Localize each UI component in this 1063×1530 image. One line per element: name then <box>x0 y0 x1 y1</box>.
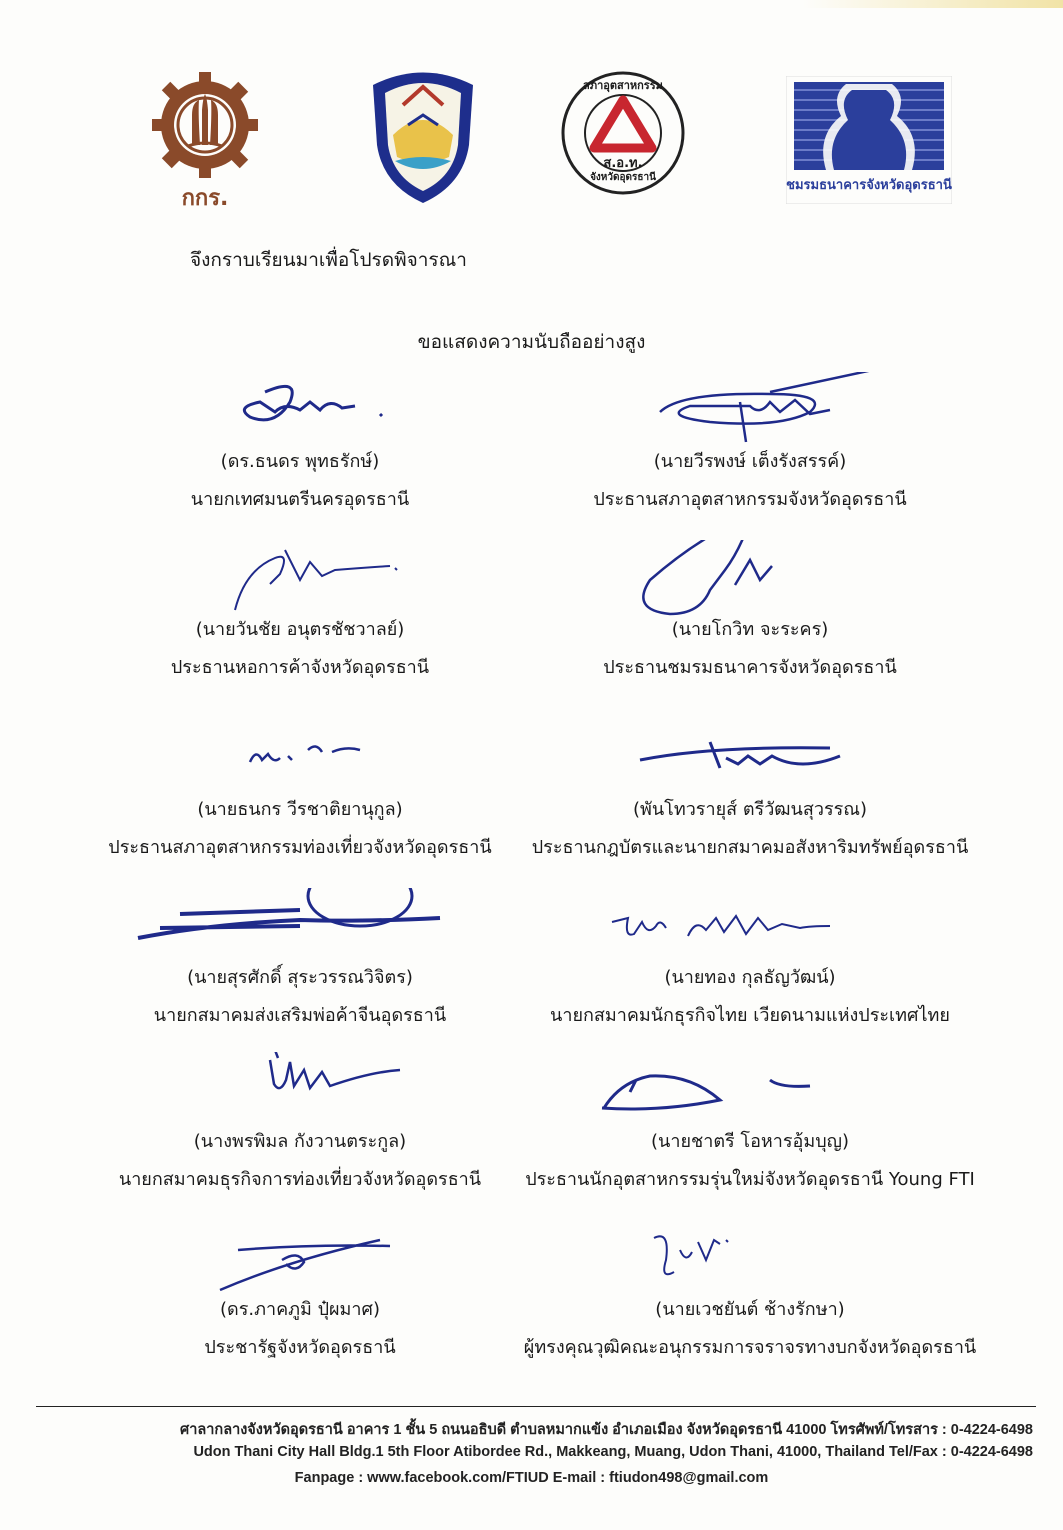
signatory-block <box>60 372 540 512</box>
footer-contact: Fanpage : www.facebook.com/FTIUD E-mail : ftiudon498@gmail.com <box>294 1470 769 1486</box>
fti-logo-label: กกร. <box>181 186 229 211</box>
signatory-block <box>60 540 540 680</box>
handwritten-signature <box>60 540 540 616</box>
signatory-block <box>60 888 540 1028</box>
signatory-name: (นางพรพิมล กังวานตระกูล) <box>193 1131 407 1152</box>
signatory-name: (ดร.ธนดร พุทธรักษ์) <box>220 451 380 472</box>
signatory-name: (นายธนกร วีรชาติยานุกูล) <box>197 799 403 820</box>
signatory-title: ประธานสภาอุตสาหกรรมท่องเที่ยวจังหวัดอุดรธานี <box>108 837 492 858</box>
handwritten-signature <box>60 1220 540 1296</box>
signatory-title: นายกสมาคมธุรกิจการท่องเที่ยวจังหวัดอุดรธานี <box>118 1169 482 1190</box>
signatory-name: (นายโกวิท จะระคร) <box>671 619 829 640</box>
industry-council-logo <box>560 70 686 196</box>
handwritten-signature <box>510 888 990 964</box>
signatory-block <box>60 1220 540 1360</box>
closing-request: จึงกราบเรียนมาเพื่อโปรดพิจารณา <box>190 249 467 271</box>
signatory-title: ผู้ทรงคุณวุฒิคณะอนุกรรมการจราจรทางบกจังหวัดอุดรธานี <box>523 1337 977 1358</box>
signatory-title: นายกเทศมนตรีนครอุดรธานี <box>190 489 410 510</box>
handwritten-signature <box>470 1220 1030 1296</box>
signatory-block <box>510 372 990 512</box>
handwritten-signature <box>60 372 540 448</box>
signatory-name: (นายวันชัย อนุตรชัชวาลย์) <box>195 619 405 640</box>
council-logo-top-text: สภาอุตสาหกรรม <box>583 79 663 92</box>
signatory-name: (นายสุรศักดิ์ สุระวรรณวิจิตร) <box>187 967 413 988</box>
signatory-title: นายกสมาคมส่งเสริมพ่อค้าจีนอุดรธานี <box>153 1005 447 1026</box>
signatory-title: ประธานนักอุตสาหกรรมรุ่นใหม่จังหวัดอุดรธานี Young FTI <box>525 1169 975 1190</box>
signatory-title: ประธานกฎบัตรและนายกสมาคมอสังหาริมทรัพย์อุดรธานี <box>531 837 969 858</box>
signatory-name: (นายชาตรี โอหารอุ้มบุญ) <box>651 1131 849 1152</box>
footer-address-thai: ศาลากลางจังหวัดอุดรธานี อาคาร 1 ชั้น 5 ถนนอธิบดี ตำบลหมากแข้ง อำเภอเมือง จังหวัดอุดรธานี 41000 โทรศัพท์/โทรสาร : 0-4224-6498 <box>180 1422 1033 1438</box>
handwritten-signature <box>60 720 540 796</box>
signatory-block <box>470 1220 1030 1360</box>
signatory-block <box>60 1052 540 1192</box>
footer-address-english: Udon Thani City Hall Bldg.1 5th Floor Atibordee Rd., Makkeang, Muang, Udon Thani, 41000, Thailand Tel/Fax : 0-4224-6498 <box>193 1444 1033 1460</box>
bankers-club-logo <box>786 76 952 204</box>
signatory-block <box>510 888 990 1028</box>
signatory-block <box>60 720 540 860</box>
footer-divider <box>36 1406 1036 1407</box>
fti-gear-logo <box>140 70 270 211</box>
signatory-block <box>510 1052 990 1192</box>
handwritten-signature <box>510 720 990 796</box>
signatory-block <box>510 540 990 680</box>
handwritten-signature <box>60 1052 540 1128</box>
handwritten-signature <box>60 888 540 964</box>
handwritten-signature <box>510 540 990 616</box>
handwritten-signature <box>510 1052 990 1128</box>
chamber-shield-logo <box>363 65 483 205</box>
signatory-name: (นายเวชยันต์ ช้างรักษา) <box>655 1299 845 1320</box>
signatory-name: (นายทอง กุลธัญวัฒน์) <box>664 967 836 988</box>
signatory-name: (ดร.ภาคภูมิ ปุ๋ผมาศ) <box>220 1299 380 1320</box>
signatory-block <box>510 720 990 860</box>
closing-respect: ขอแสดงความนับถืออย่างสูง <box>417 331 646 353</box>
signatory-title: ประธานสภาอุตสาหกรรมจังหวัดอุดรธานี <box>593 489 907 510</box>
logo-row <box>0 60 1063 210</box>
signatory-title: ประธานชมรมธนาคารจังหวัดอุดรธานี <box>603 657 897 678</box>
handwritten-signature <box>510 372 990 448</box>
paper-stain <box>803 0 1063 8</box>
bankers-logo-label: ชมรมธนาคารจังหวัดอุดรธานี <box>786 178 952 193</box>
signatory-name: (นายวีรพงษ์ เต็งรังสรรค์) <box>653 451 847 472</box>
signatory-title: นายกสมาคมนักธุรกิจไทย เวียดนามแห่งประเทศไทย <box>550 1005 950 1026</box>
signatory-title: ประชารัฐจังหวัดอุดรธานี <box>204 1337 396 1358</box>
council-logo-mid-text: ส.อ.ท. <box>603 156 643 171</box>
signatory-name: (พันโทวรายุส์ ตรีวัฒนสุวรรณ) <box>632 799 868 820</box>
council-logo-bottom-text: จังหวัดอุดรธานี <box>590 172 656 183</box>
signatory-title: ประธานหอการค้าจังหวัดอุดรธานี <box>170 657 430 678</box>
